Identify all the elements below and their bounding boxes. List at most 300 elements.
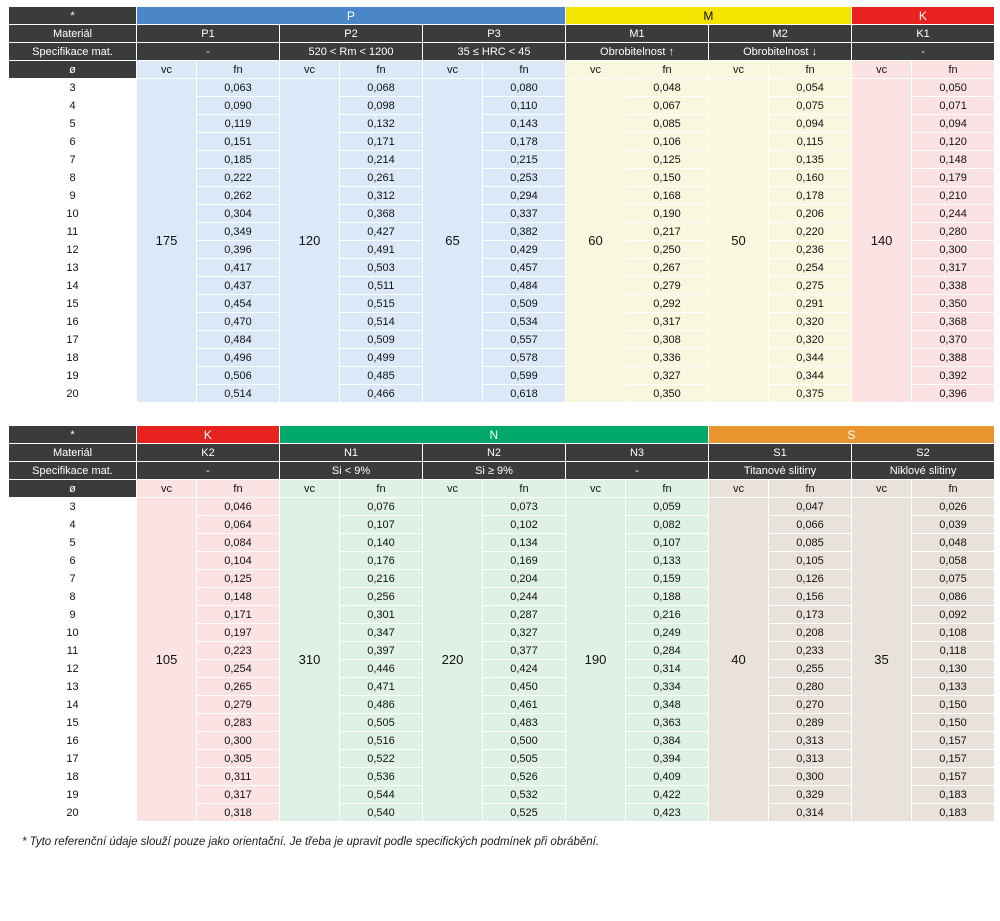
diameter-cell: 12 bbox=[9, 241, 137, 259]
diameter-column-label: ø bbox=[9, 480, 137, 498]
fn-value-cell: 0,280 bbox=[912, 223, 995, 241]
diameter-cell: 19 bbox=[9, 786, 137, 804]
fn-value-cell: 0,516 bbox=[340, 732, 423, 750]
diameter-cell: 13 bbox=[9, 259, 137, 277]
vc-column-header: vc bbox=[280, 61, 340, 79]
fn-value-cell: 0,048 bbox=[626, 79, 709, 97]
fn-value-cell: 0,318 bbox=[197, 804, 280, 822]
diameter-cell: 7 bbox=[9, 151, 137, 169]
fn-value-cell: 0,176 bbox=[340, 552, 423, 570]
diameter-cell: 16 bbox=[9, 313, 137, 331]
fn-value-cell: 0,080 bbox=[483, 79, 566, 97]
vc-column-header: vc bbox=[566, 480, 626, 498]
fn-value-cell: 0,178 bbox=[769, 187, 852, 205]
fn-value-cell: 0,067 bbox=[626, 97, 709, 115]
fn-value-cell: 0,618 bbox=[483, 385, 566, 403]
diameter-cell: 3 bbox=[9, 79, 137, 97]
specification-cell: Titanové slitiny bbox=[709, 462, 852, 480]
fn-value-cell: 0,150 bbox=[626, 169, 709, 187]
fn-value-cell: 0,368 bbox=[340, 205, 423, 223]
specification-cell: - bbox=[137, 462, 280, 480]
material-cell-n1: N1 bbox=[280, 444, 423, 462]
cutting-data-table bbox=[8, 425, 995, 822]
fn-value-cell: 0,215 bbox=[483, 151, 566, 169]
fn-value-cell: 0,132 bbox=[340, 115, 423, 133]
diameter-cell: 7 bbox=[9, 570, 137, 588]
fn-value-cell: 0,156 bbox=[769, 588, 852, 606]
fn-value-cell: 0,348 bbox=[626, 696, 709, 714]
fn-value-cell: 0,301 bbox=[340, 606, 423, 624]
fn-value-cell: 0,173 bbox=[769, 606, 852, 624]
fn-value-cell: 0,344 bbox=[769, 349, 852, 367]
footnote: * Tyto referenční údaje slouží pouze jako orientační. Je třeba je upravit podle specifických podmínek při obrábění. bbox=[22, 836, 600, 848]
fn-value-cell: 0,320 bbox=[769, 313, 852, 331]
diameter-cell: 14 bbox=[9, 696, 137, 714]
fn-value-cell: 0,392 bbox=[912, 367, 995, 385]
fn-value-cell: 0,190 bbox=[626, 205, 709, 223]
fn-column-header: fn bbox=[483, 480, 566, 498]
fn-value-cell: 0,532 bbox=[483, 786, 566, 804]
fn-value-cell: 0,210 bbox=[912, 187, 995, 205]
diameter-cell: 20 bbox=[9, 385, 137, 403]
fn-value-cell: 0,317 bbox=[626, 313, 709, 331]
fn-value-cell: 0,125 bbox=[197, 570, 280, 588]
fn-value-cell: 0,446 bbox=[340, 660, 423, 678]
fn-value-cell: 0,183 bbox=[912, 786, 995, 804]
group-header-note: * bbox=[9, 426, 137, 444]
table-row bbox=[9, 498, 995, 516]
fn-value-cell: 0,375 bbox=[769, 385, 852, 403]
specification-cell: - bbox=[137, 43, 280, 61]
vc-column-header: vc bbox=[423, 61, 483, 79]
fn-value-cell: 0,267 bbox=[626, 259, 709, 277]
fn-column-header: fn bbox=[626, 480, 709, 498]
fn-value-cell: 0,066 bbox=[769, 516, 852, 534]
vc-value-cell: 190 bbox=[566, 498, 626, 822]
fn-value-cell: 0,454 bbox=[197, 295, 280, 313]
diameter-cell: 6 bbox=[9, 552, 137, 570]
fn-value-cell: 0,287 bbox=[483, 606, 566, 624]
fn-value-cell: 0,107 bbox=[340, 516, 423, 534]
fn-value-cell: 0,253 bbox=[483, 169, 566, 187]
fn-column-header: fn bbox=[483, 61, 566, 79]
fn-value-cell: 0,300 bbox=[197, 732, 280, 750]
fn-value-cell: 0,119 bbox=[197, 115, 280, 133]
fn-value-cell: 0,214 bbox=[340, 151, 423, 169]
fn-value-cell: 0,394 bbox=[626, 750, 709, 768]
fn-value-cell: 0,461 bbox=[483, 696, 566, 714]
fn-value-cell: 0,236 bbox=[769, 241, 852, 259]
fn-value-cell: 0,327 bbox=[626, 367, 709, 385]
material-row bbox=[9, 25, 995, 43]
vc-value-cell: 120 bbox=[280, 79, 340, 403]
fn-value-cell: 0,046 bbox=[197, 498, 280, 516]
vc-column-header: vc bbox=[423, 480, 483, 498]
fn-value-cell: 0,599 bbox=[483, 367, 566, 385]
fn-value-cell: 0,308 bbox=[626, 331, 709, 349]
fn-value-cell: 0,223 bbox=[197, 642, 280, 660]
vc-value-cell: 50 bbox=[709, 79, 769, 403]
fn-value-cell: 0,283 bbox=[197, 714, 280, 732]
fn-column-header: fn bbox=[340, 480, 423, 498]
material-cell-n2: N2 bbox=[423, 444, 566, 462]
fn-column-header: fn bbox=[197, 480, 280, 498]
units-row bbox=[9, 480, 995, 498]
fn-value-cell: 0,204 bbox=[483, 570, 566, 588]
material-cell-s2: S2 bbox=[852, 444, 995, 462]
fn-value-cell: 0,437 bbox=[197, 277, 280, 295]
fn-value-cell: 0,317 bbox=[197, 786, 280, 804]
fn-value-cell: 0,350 bbox=[912, 295, 995, 313]
fn-value-cell: 0,188 bbox=[626, 588, 709, 606]
vc-value-cell: 40 bbox=[709, 498, 769, 822]
fn-value-cell: 0,279 bbox=[626, 277, 709, 295]
fn-value-cell: 0,544 bbox=[340, 786, 423, 804]
vc-column-header: vc bbox=[852, 480, 912, 498]
fn-value-cell: 0,292 bbox=[626, 295, 709, 313]
diameter-cell: 10 bbox=[9, 624, 137, 642]
group-header-note: * bbox=[9, 7, 137, 25]
diameter-cell: 19 bbox=[9, 367, 137, 385]
fn-value-cell: 0,557 bbox=[483, 331, 566, 349]
fn-value-cell: 0,094 bbox=[769, 115, 852, 133]
fn-value-cell: 0,110 bbox=[483, 97, 566, 115]
fn-value-cell: 0,130 bbox=[912, 660, 995, 678]
vc-column-header: vc bbox=[566, 61, 626, 79]
fn-value-cell: 0,314 bbox=[769, 804, 852, 822]
diameter-cell: 18 bbox=[9, 768, 137, 786]
fn-value-cell: 0,150 bbox=[912, 696, 995, 714]
material-cell-k2: K2 bbox=[137, 444, 280, 462]
material-row-label: Materiál bbox=[9, 25, 137, 43]
fn-value-cell: 0,106 bbox=[626, 133, 709, 151]
diameter-cell: 12 bbox=[9, 660, 137, 678]
fn-value-cell: 0,151 bbox=[197, 133, 280, 151]
vc-value-cell: 60 bbox=[566, 79, 626, 403]
vc-column-header: vc bbox=[137, 480, 197, 498]
fn-value-cell: 0,250 bbox=[626, 241, 709, 259]
fn-value-cell: 0,256 bbox=[340, 588, 423, 606]
diameter-cell: 3 bbox=[9, 498, 137, 516]
diameter-cell: 18 bbox=[9, 349, 137, 367]
cutting-data-table bbox=[8, 6, 995, 403]
vc-value-cell: 105 bbox=[137, 498, 197, 822]
material-cell-p2: P2 bbox=[280, 25, 423, 43]
fn-value-cell: 0,039 bbox=[912, 516, 995, 534]
fn-value-cell: 0,320 bbox=[769, 331, 852, 349]
fn-value-cell: 0,578 bbox=[483, 349, 566, 367]
fn-value-cell: 0,086 bbox=[912, 588, 995, 606]
diameter-cell: 9 bbox=[9, 187, 137, 205]
group-header-s: S bbox=[709, 426, 995, 444]
fn-value-cell: 0,409 bbox=[626, 768, 709, 786]
fn-value-cell: 0,261 bbox=[340, 169, 423, 187]
fn-value-cell: 0,169 bbox=[483, 552, 566, 570]
fn-value-cell: 0,094 bbox=[912, 115, 995, 133]
fn-value-cell: 0,048 bbox=[912, 534, 995, 552]
fn-column-header: fn bbox=[769, 61, 852, 79]
fn-value-cell: 0,150 bbox=[912, 714, 995, 732]
fn-value-cell: 0,382 bbox=[483, 223, 566, 241]
diameter-cell: 11 bbox=[9, 642, 137, 660]
fn-value-cell: 0,118 bbox=[912, 642, 995, 660]
material-cell-n3: N3 bbox=[566, 444, 709, 462]
fn-value-cell: 0,314 bbox=[626, 660, 709, 678]
fn-value-cell: 0,515 bbox=[340, 295, 423, 313]
vc-value-cell: 65 bbox=[423, 79, 483, 403]
fn-value-cell: 0,304 bbox=[197, 205, 280, 223]
fn-column-header: fn bbox=[197, 61, 280, 79]
vc-value-cell: 140 bbox=[852, 79, 912, 403]
vc-column-header: vc bbox=[709, 61, 769, 79]
fn-value-cell: 0,244 bbox=[483, 588, 566, 606]
fn-value-cell: 0,085 bbox=[769, 534, 852, 552]
diameter-cell: 13 bbox=[9, 678, 137, 696]
fn-value-cell: 0,054 bbox=[769, 79, 852, 97]
fn-value-cell: 0,125 bbox=[626, 151, 709, 169]
diameter-cell: 20 bbox=[9, 804, 137, 822]
group-header-n: N bbox=[280, 426, 709, 444]
fn-value-cell: 0,534 bbox=[483, 313, 566, 331]
specification-cell: Obrobitelnost ↓ bbox=[709, 43, 852, 61]
fn-value-cell: 0,334 bbox=[626, 678, 709, 696]
fn-value-cell: 0,486 bbox=[340, 696, 423, 714]
group-header-row bbox=[9, 426, 995, 444]
fn-column-header: fn bbox=[912, 480, 995, 498]
fn-value-cell: 0,349 bbox=[197, 223, 280, 241]
fn-value-cell: 0,336 bbox=[626, 349, 709, 367]
fn-value-cell: 0,157 bbox=[912, 768, 995, 786]
diameter-cell: 5 bbox=[9, 534, 137, 552]
fn-value-cell: 0,522 bbox=[340, 750, 423, 768]
material-row bbox=[9, 444, 995, 462]
fn-value-cell: 0,377 bbox=[483, 642, 566, 660]
fn-value-cell: 0,075 bbox=[912, 570, 995, 588]
fn-value-cell: 0,525 bbox=[483, 804, 566, 822]
fn-value-cell: 0,484 bbox=[483, 277, 566, 295]
fn-value-cell: 0,311 bbox=[197, 768, 280, 786]
fn-value-cell: 0,329 bbox=[769, 786, 852, 804]
fn-value-cell: 0,396 bbox=[197, 241, 280, 259]
fn-value-cell: 0,347 bbox=[340, 624, 423, 642]
fn-value-cell: 0,484 bbox=[197, 331, 280, 349]
specification-row bbox=[9, 462, 995, 480]
fn-value-cell: 0,317 bbox=[912, 259, 995, 277]
fn-value-cell: 0,499 bbox=[340, 349, 423, 367]
fn-value-cell: 0,368 bbox=[912, 313, 995, 331]
fn-value-cell: 0,115 bbox=[769, 133, 852, 151]
specification-row-label: Specifikace mat. bbox=[9, 43, 137, 61]
diameter-column-label: ø bbox=[9, 61, 137, 79]
fn-value-cell: 0,417 bbox=[197, 259, 280, 277]
vc-value-cell: 35 bbox=[852, 498, 912, 822]
specification-cell: - bbox=[852, 43, 995, 61]
vc-value-cell: 220 bbox=[423, 498, 483, 822]
fn-value-cell: 0,135 bbox=[769, 151, 852, 169]
fn-value-cell: 0,233 bbox=[769, 642, 852, 660]
vc-value-cell: 310 bbox=[280, 498, 340, 822]
fn-value-cell: 0,509 bbox=[483, 295, 566, 313]
fn-value-cell: 0,284 bbox=[626, 642, 709, 660]
diameter-cell: 16 bbox=[9, 732, 137, 750]
fn-value-cell: 0,294 bbox=[483, 187, 566, 205]
fn-value-cell: 0,505 bbox=[340, 714, 423, 732]
group-header-row bbox=[9, 7, 995, 25]
vc-value-cell: 175 bbox=[137, 79, 197, 403]
fn-value-cell: 0,255 bbox=[769, 660, 852, 678]
diameter-cell: 9 bbox=[9, 606, 137, 624]
fn-value-cell: 0,262 bbox=[197, 187, 280, 205]
fn-value-cell: 0,058 bbox=[912, 552, 995, 570]
table-row bbox=[9, 79, 995, 97]
fn-value-cell: 0,092 bbox=[912, 606, 995, 624]
vc-column-header: vc bbox=[709, 480, 769, 498]
fn-value-cell: 0,249 bbox=[626, 624, 709, 642]
fn-value-cell: 0,254 bbox=[197, 660, 280, 678]
fn-value-cell: 0,133 bbox=[912, 678, 995, 696]
diameter-cell: 17 bbox=[9, 331, 137, 349]
material-cell-p1: P1 bbox=[137, 25, 280, 43]
fn-value-cell: 0,171 bbox=[340, 133, 423, 151]
diameter-cell: 15 bbox=[9, 714, 137, 732]
fn-column-header: fn bbox=[912, 61, 995, 79]
fn-value-cell: 0,275 bbox=[769, 277, 852, 295]
fn-value-cell: 0,179 bbox=[912, 169, 995, 187]
fn-value-cell: 0,148 bbox=[912, 151, 995, 169]
fn-value-cell: 0,059 bbox=[626, 498, 709, 516]
diameter-cell: 11 bbox=[9, 223, 137, 241]
fn-value-cell: 0,104 bbox=[197, 552, 280, 570]
fn-value-cell: 0,396 bbox=[912, 385, 995, 403]
fn-value-cell: 0,514 bbox=[340, 313, 423, 331]
fn-value-cell: 0,064 bbox=[197, 516, 280, 534]
fn-value-cell: 0,217 bbox=[626, 223, 709, 241]
fn-value-cell: 0,108 bbox=[912, 624, 995, 642]
fn-value-cell: 0,084 bbox=[197, 534, 280, 552]
fn-value-cell: 0,157 bbox=[912, 750, 995, 768]
fn-value-cell: 0,143 bbox=[483, 115, 566, 133]
fn-value-cell: 0,397 bbox=[340, 642, 423, 660]
fn-value-cell: 0,206 bbox=[769, 205, 852, 223]
fn-value-cell: 0,300 bbox=[912, 241, 995, 259]
material-cell-s1: S1 bbox=[709, 444, 852, 462]
fn-value-cell: 0,134 bbox=[483, 534, 566, 552]
fn-value-cell: 0,509 bbox=[340, 331, 423, 349]
fn-value-cell: 0,280 bbox=[769, 678, 852, 696]
fn-value-cell: 0,526 bbox=[483, 768, 566, 786]
fn-value-cell: 0,105 bbox=[769, 552, 852, 570]
fn-value-cell: 0,424 bbox=[483, 660, 566, 678]
fn-value-cell: 0,168 bbox=[626, 187, 709, 205]
fn-value-cell: 0,470 bbox=[197, 313, 280, 331]
diameter-cell: 4 bbox=[9, 97, 137, 115]
material-cell-m1: M1 bbox=[566, 25, 709, 43]
fn-value-cell: 0,047 bbox=[769, 498, 852, 516]
fn-value-cell: 0,220 bbox=[769, 223, 852, 241]
fn-value-cell: 0,090 bbox=[197, 97, 280, 115]
fn-column-header: fn bbox=[626, 61, 709, 79]
fn-value-cell: 0,300 bbox=[769, 768, 852, 786]
specification-cell: 520 < Rm < 1200 bbox=[280, 43, 423, 61]
fn-value-cell: 0,540 bbox=[340, 804, 423, 822]
material-row-label: Materiál bbox=[9, 444, 137, 462]
fn-value-cell: 0,171 bbox=[197, 606, 280, 624]
fn-value-cell: 0,514 bbox=[197, 385, 280, 403]
fn-value-cell: 0,063 bbox=[197, 79, 280, 97]
fn-value-cell: 0,429 bbox=[483, 241, 566, 259]
fn-value-cell: 0,107 bbox=[626, 534, 709, 552]
group-header-k: K bbox=[137, 426, 280, 444]
group-header-m: M bbox=[566, 7, 852, 25]
fn-value-cell: 0,085 bbox=[626, 115, 709, 133]
fn-value-cell: 0,483 bbox=[483, 714, 566, 732]
fn-value-cell: 0,422 bbox=[626, 786, 709, 804]
fn-value-cell: 0,427 bbox=[340, 223, 423, 241]
diameter-cell: 4 bbox=[9, 516, 137, 534]
fn-value-cell: 0,244 bbox=[912, 205, 995, 223]
fn-value-cell: 0,216 bbox=[626, 606, 709, 624]
diameter-cell: 10 bbox=[9, 205, 137, 223]
fn-value-cell: 0,450 bbox=[483, 678, 566, 696]
fn-value-cell: 0,511 bbox=[340, 277, 423, 295]
specification-cell: Obrobitelnost ↑ bbox=[566, 43, 709, 61]
fn-value-cell: 0,098 bbox=[340, 97, 423, 115]
fn-value-cell: 0,140 bbox=[340, 534, 423, 552]
fn-value-cell: 0,423 bbox=[626, 804, 709, 822]
specification-row-label: Specifikace mat. bbox=[9, 462, 137, 480]
fn-value-cell: 0,159 bbox=[626, 570, 709, 588]
fn-value-cell: 0,505 bbox=[483, 750, 566, 768]
fn-value-cell: 0,327 bbox=[483, 624, 566, 642]
material-cell-p3: P3 bbox=[423, 25, 566, 43]
fn-value-cell: 0,313 bbox=[769, 732, 852, 750]
fn-value-cell: 0,337 bbox=[483, 205, 566, 223]
fn-value-cell: 0,312 bbox=[340, 187, 423, 205]
fn-value-cell: 0,076 bbox=[340, 498, 423, 516]
tables-host bbox=[8, 6, 992, 822]
fn-value-cell: 0,026 bbox=[912, 498, 995, 516]
vc-column-header: vc bbox=[280, 480, 340, 498]
fn-value-cell: 0,471 bbox=[340, 678, 423, 696]
fn-value-cell: 0,270 bbox=[769, 696, 852, 714]
fn-value-cell: 0,506 bbox=[197, 367, 280, 385]
fn-value-cell: 0,363 bbox=[626, 714, 709, 732]
fn-value-cell: 0,157 bbox=[912, 732, 995, 750]
fn-value-cell: 0,133 bbox=[626, 552, 709, 570]
fn-value-cell: 0,254 bbox=[769, 259, 852, 277]
fn-value-cell: 0,536 bbox=[340, 768, 423, 786]
fn-value-cell: 0,457 bbox=[483, 259, 566, 277]
specification-cell: Niklové slitiny bbox=[852, 462, 995, 480]
diameter-cell: 6 bbox=[9, 133, 137, 151]
fn-value-cell: 0,073 bbox=[483, 498, 566, 516]
fn-value-cell: 0,126 bbox=[769, 570, 852, 588]
group-header-p: P bbox=[137, 7, 566, 25]
diameter-cell: 17 bbox=[9, 750, 137, 768]
fn-value-cell: 0,305 bbox=[197, 750, 280, 768]
fn-value-cell: 0,491 bbox=[340, 241, 423, 259]
fn-value-cell: 0,338 bbox=[912, 277, 995, 295]
fn-value-cell: 0,120 bbox=[912, 133, 995, 151]
fn-value-cell: 0,185 bbox=[197, 151, 280, 169]
specification-row bbox=[9, 43, 995, 61]
fn-value-cell: 0,313 bbox=[769, 750, 852, 768]
diameter-cell: 8 bbox=[9, 588, 137, 606]
fn-value-cell: 0,496 bbox=[197, 349, 280, 367]
diameter-cell: 15 bbox=[9, 295, 137, 313]
fn-value-cell: 0,178 bbox=[483, 133, 566, 151]
fn-value-cell: 0,279 bbox=[197, 696, 280, 714]
